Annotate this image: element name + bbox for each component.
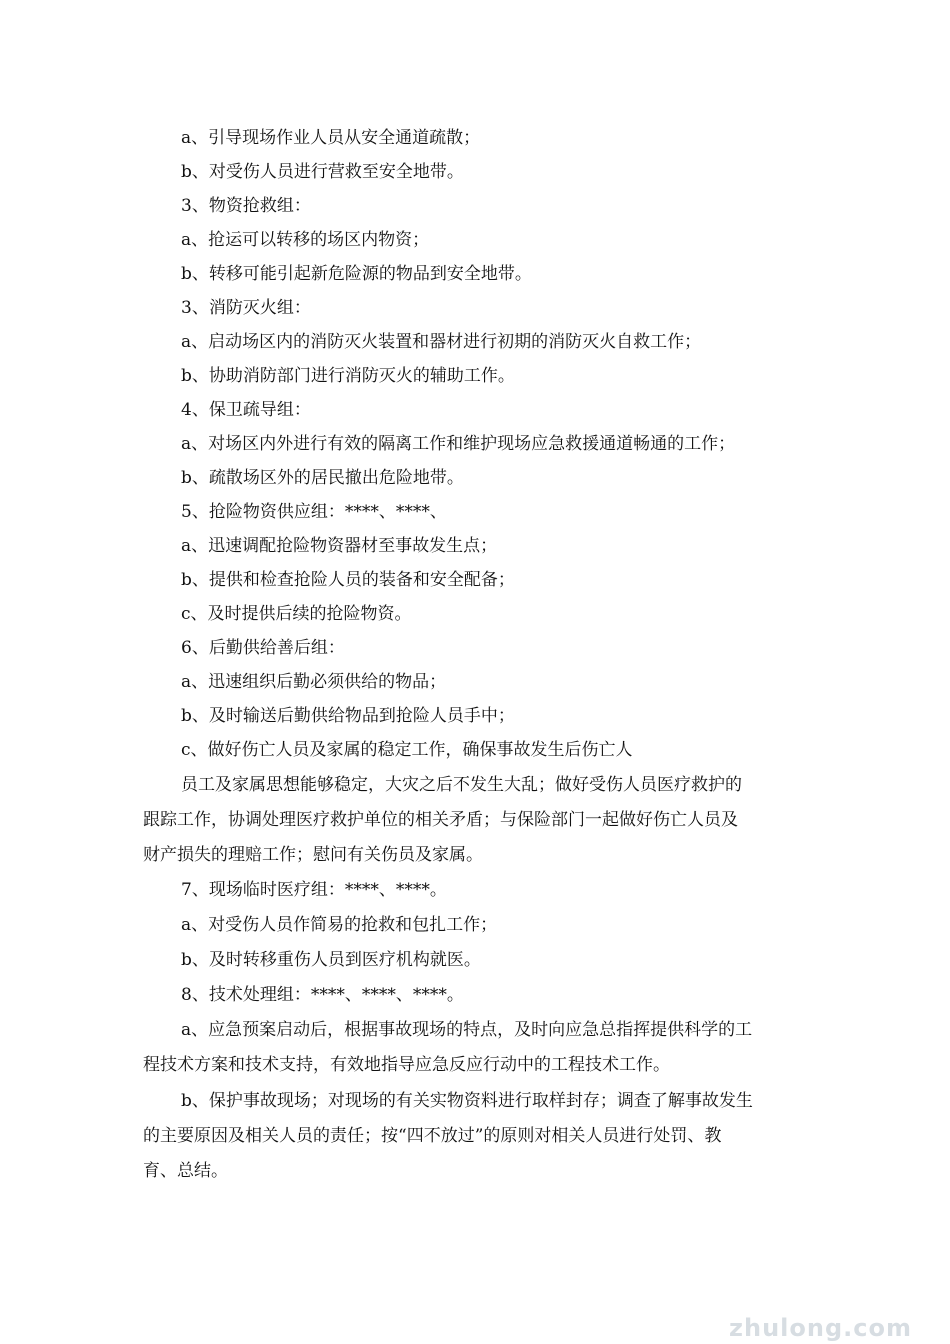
section-heading: 5、抢险物资供应组：****、****、 bbox=[181, 502, 447, 522]
section-heading: 3、物资抢救组： bbox=[181, 196, 311, 216]
text-line: c、及时提供后续的抢险物资。 bbox=[181, 604, 412, 624]
section-heading: 7、现场临时医疗组：****、****。 bbox=[181, 880, 447, 900]
text-line: a、迅速调配抢险物资器材至事故发生点； bbox=[181, 536, 498, 556]
text-line: b、对受伤人员进行营救至安全地带。 bbox=[181, 162, 464, 182]
section-heading: 8、技术处理组：****、****、****。 bbox=[181, 985, 464, 1005]
text-line: 育、总结。 bbox=[143, 1161, 228, 1181]
section-heading: 6、后勤供给善后组： bbox=[181, 638, 345, 658]
section-heading: 4、保卫疏导组： bbox=[181, 400, 311, 420]
text-line: a、对受伤人员作简易的抢救和包扎工作； bbox=[181, 915, 498, 935]
text-line: 的主要原因及相关人员的责任；按“四不放过”的原则对相关人员进行处罚、教 bbox=[143, 1126, 722, 1146]
text-line: 员工及家属思想能够稳定，大灾之后不发生大乱；做好受伤人员医疗救护的 bbox=[181, 775, 742, 795]
text-line: b、转移可能引起新危险源的物品到安全地带。 bbox=[181, 264, 532, 284]
text-line: b、协助消防部门进行消防灭火的辅助工作。 bbox=[181, 366, 515, 386]
text-line: a、启动场区内的消防灭火装置和器材进行初期的消防灭火自救工作； bbox=[181, 332, 702, 352]
text-line: b、疏散场区外的居民撤出危险地带。 bbox=[181, 468, 464, 488]
text-line: 财产损失的理赔工作；慰问有关伤员及家属。 bbox=[143, 845, 483, 865]
text-line: b、保护事故现场；对现场的有关实物资料进行取样封存；调查了解事故发生 bbox=[181, 1091, 753, 1111]
section-heading: 3、消防灭火组： bbox=[181, 298, 311, 318]
text-line: a、抢运可以转移的场区内物资； bbox=[181, 230, 430, 250]
text-line: b、及时转移重伤人员到医疗机构就医。 bbox=[181, 950, 481, 970]
text-line: a、引导现场作业人员从安全通道疏散； bbox=[181, 128, 481, 148]
text-line: b、提供和检查抢险人员的装备和安全配备； bbox=[181, 570, 515, 590]
text-line: a、对场区内外进行有效的隔离工作和维护现场应急救援通道畅通的工作； bbox=[181, 434, 736, 454]
watermark-logo: zhulong.com bbox=[729, 1314, 912, 1342]
text-line: a、迅速组织后勤必须供给的物品； bbox=[181, 672, 447, 692]
text-line: a、应急预案启动后，根据事故现场的特点，及时向应急总指挥提供科学的工 bbox=[181, 1020, 753, 1040]
text-line: 程技术方案和技术支持，有效地指导应急反应行动中的工程技术工作。 bbox=[143, 1055, 670, 1075]
text-line: 跟踪工作，协调处理医疗救护单位的相关矛盾；与保险部门一起做好伤亡人员及 bbox=[143, 810, 738, 830]
text-line: c、做好伤亡人员及家属的稳定工作，确保事故发生后伤亡人 bbox=[181, 740, 633, 760]
text-line: b、及时输送后勤供给物品到抢险人员手中； bbox=[181, 706, 515, 726]
